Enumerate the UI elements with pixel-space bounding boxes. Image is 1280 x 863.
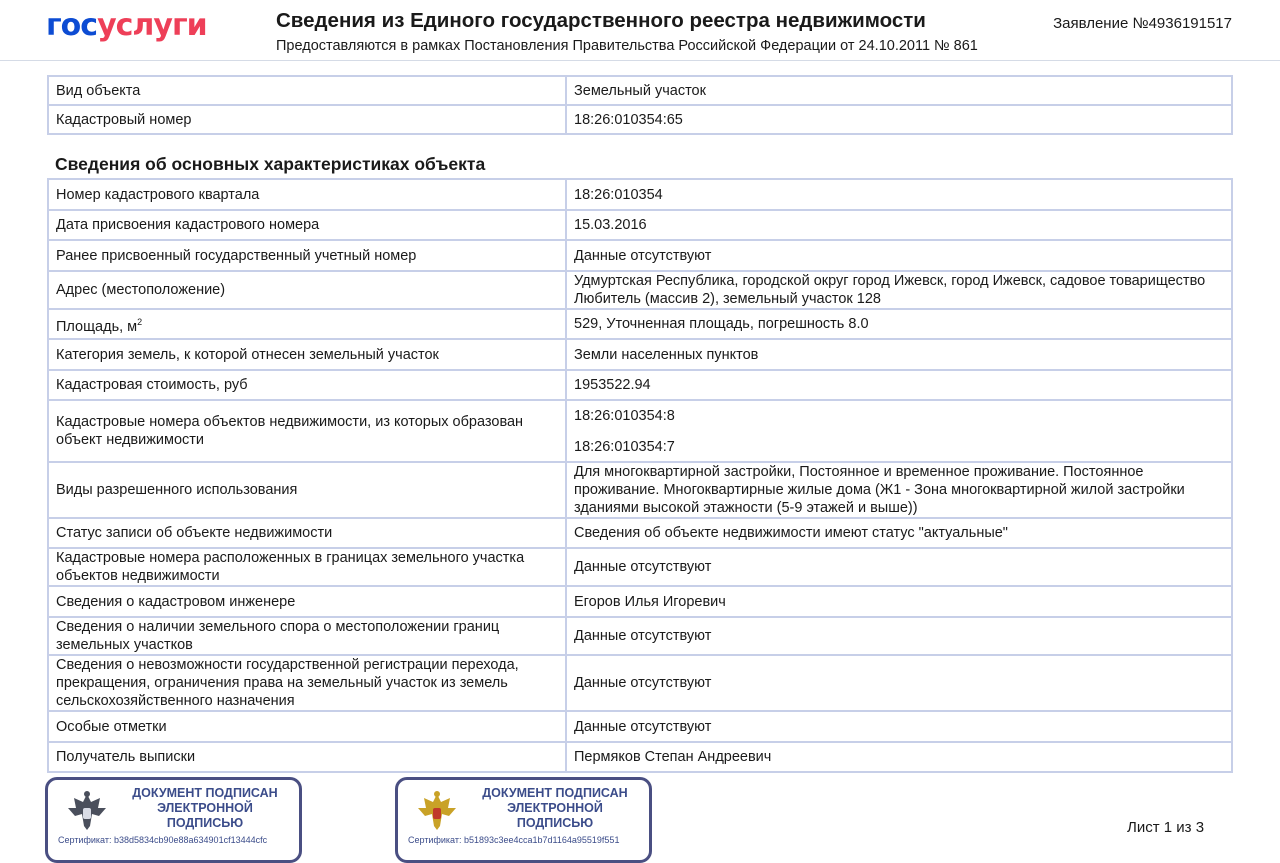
row-value: Для многоквартирной застройки, Постоянное и временное проживание. Постоянное проживание. Многоквартирные жилые дома (Ж1 - Зона многоквартирной жилой застройки зданиями высокой этажности (5-9 этажей и выше)): [566, 462, 1232, 518]
table-row: [48, 210, 1232, 240]
row-value: Данные отсутствуют: [566, 655, 1232, 711]
row-value: 15.03.2016: [566, 210, 1232, 240]
signature-stamp-gosuslugi: [395, 777, 652, 863]
row-value: Данные отсутствуют: [566, 548, 1232, 586]
row-label: Сведения о кадастровом инженере: [48, 586, 566, 617]
row-value: Земельный участок: [566, 76, 1232, 105]
table-row: [48, 240, 1232, 271]
row-label: Статус записи об объекте недвижимости: [48, 518, 566, 548]
table-row: [48, 105, 1232, 134]
row-label: Кадастровые номера объектов недвижимости, из которых образован объект недвижимости: [48, 400, 566, 462]
row-label: Особые отметки: [48, 711, 566, 742]
eagle-emblem-icon: [62, 786, 112, 836]
document-header: [0, 0, 1280, 61]
document-subtitle: Предоставляются в рамках Постановления Правительства Российской Федерации от 24.10.2011 № 861: [276, 38, 978, 54]
eagle-emblem-icon: [412, 786, 462, 836]
table-row: [48, 309, 1232, 339]
table-row: [48, 339, 1232, 370]
row-label: Номер кадастрового квартала: [48, 179, 566, 210]
table-row: [48, 655, 1232, 711]
row-value: Удмуртская Республика, городской округ город Ижевск, город Ижевск, садовое товарищество Любитель (массив 2), земельный участок 128: [566, 271, 1232, 309]
row-label: Кадастровый номер: [48, 105, 566, 134]
table-row: [48, 400, 1232, 462]
signature-stamp-rosreestr: [45, 777, 302, 863]
source-object-number: 18:26:010354:8: [574, 407, 675, 424]
certificate-id: Сертификат: b38d5834cb90e88a634901cf13444cfc: [58, 835, 268, 845]
table-row: [48, 370, 1232, 400]
row-value: 18:26:010354:65: [566, 105, 1232, 134]
row-value: Пермяков Степан Андреевич: [566, 742, 1232, 772]
document-title: Сведения из Единого государственного реестра недвижимости: [276, 9, 926, 32]
characteristics-table: [47, 178, 1233, 773]
row-label: Вид объекта: [48, 76, 566, 105]
table-row: [48, 179, 1232, 210]
row-value: Данные отсутствуют: [566, 617, 1232, 655]
row-label: Ранее присвоенный государственный учетный номер: [48, 240, 566, 271]
source-object-number: 18:26:010354:7: [574, 438, 675, 455]
row-label: Кадастровые номера расположенных в границах земельного участка объектов недвижимости: [48, 548, 566, 586]
row-value: Данные отсутствуют: [566, 240, 1232, 271]
row-label: Виды разрешенного использования: [48, 462, 566, 518]
row-label: Адрес (местоположение): [48, 271, 566, 309]
row-label: Кадастровая стоимость, руб: [48, 370, 566, 400]
gosuslugi-logo: госуслуги: [46, 8, 207, 43]
table-row: [48, 742, 1232, 772]
table-row: [48, 548, 1232, 586]
row-value: Данные отсутствуют: [566, 711, 1232, 742]
row-label: Площадь, $м^2$: [48, 309, 566, 339]
row-label: Категория земель, к которой отнесен земельный участок: [48, 339, 566, 370]
certificate-id: Сертификат: b51893c3ee4cca1b7d1164a95519f551: [408, 835, 620, 845]
stamp-text: ДОКУМЕНТ ПОДПИСАН ЭЛЕКТРОННОЙ ПОДПИСЬЮ: [132, 786, 278, 830]
row-value: 1953522.94: [566, 370, 1232, 400]
table-row: [48, 586, 1232, 617]
application-number: Заявление №4936191517: [1053, 15, 1232, 32]
row-label: Дата присвоения кадастрового номера: [48, 210, 566, 240]
basic-info-table: [47, 75, 1233, 135]
row-label: Сведения о невозможности государственной регистрации перехода, прекращения, ограничения права на земельный участок из земель сельскохозяйственного назначения: [48, 655, 566, 711]
page-number: Лист 1 из 3: [1127, 819, 1205, 836]
table-row: [48, 462, 1232, 518]
row-value: 529, Уточненная площадь, погрешность 8.0: [566, 309, 1232, 339]
row-value: 18:26:010354: [566, 179, 1232, 210]
row-value: Сведения об объекте недвижимости имеют статус "актуальные": [566, 518, 1232, 548]
row-value: [566, 400, 1232, 462]
table-row: [48, 711, 1232, 742]
table-row: [48, 76, 1232, 105]
row-value: Егоров Илья Игоревич: [566, 586, 1232, 617]
section-title: Сведения об основных характеристиках объекта: [55, 154, 486, 174]
row-label: Получатель выписки: [48, 742, 566, 772]
row-value: Земли населенных пунктов: [566, 339, 1232, 370]
row-label: Сведения о наличии земельного спора о местоположении границ земельных участков: [48, 617, 566, 655]
stamp-text: ДОКУМЕНТ ПОДПИСАН ЭЛЕКТРОННОЙ ПОДПИСЬЮ: [482, 786, 628, 830]
table-row: [48, 518, 1232, 548]
table-row: [48, 617, 1232, 655]
table-row: [48, 271, 1232, 309]
